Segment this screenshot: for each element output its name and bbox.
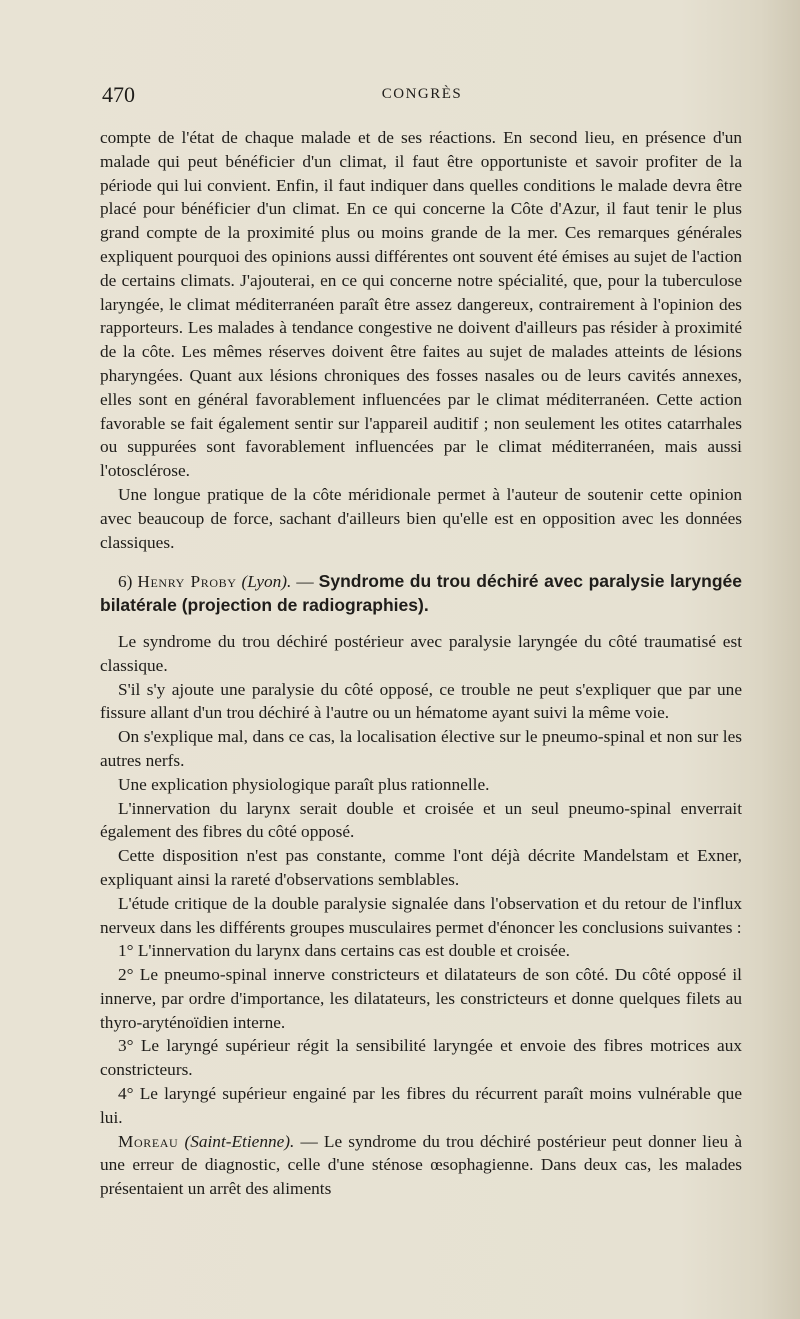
section-dash: — [291, 572, 319, 592]
paragraph: Le syndrome du trou déchiré postérieur avec paralysie laryngée du côté traumatisé est classique. [100, 631, 742, 675]
moreau-text: — Le syndrome du trou déchiré postérieur peut donner lieu à une erreur de diagnostic, celle d'une sténose œsophagienne. Dans deux cas, les malades présentaient un arrêt des aliments [100, 1131, 743, 1199]
paragraph-continued: compte de l'état de chaque malade et de ses réactions. En second lieu, en présence d'un malade qui peut bénéficier d'un climat, il faut être opportuniste et savoir profiter de la période qui lui convient. Enfin, il faut indiquer dans quelles conditions le malade devra être placé pour bénéficier d'un climat. En ce qui concerne la Côte d'Azur, il faut tenir le plus grand compte de la proximité plus ou moins grande de la mer. Ces remarques générales expliquent pourquoi des opinions aussi différentes ont souvent été émises au sujet de l'action de certains climats. J'ajouterai, en ce qui concerne notre spécialité, que, pour la tuberculose laryngée, le climat méditerranéen paraît être assez dangereux, contrairement à l'opinion des rapporteurs. Les malades à tendance congestive ne doivent d'ailleurs pas résider à proximité de la côte. Les mêmes réserves doivent être faites au sujet de malades atteints de lésions pharyngées. Quant aux lésions chroniques des fosses nasales ou de leurs cavités annexes, elles sont en général favorablement influencées par le climat méditerranéen. Cette action favorable se fait également sentir sur l'appareil auditif ; non seulement les otites catarrhales ou suppurées sont favorablement influencées par le climat méditerranéen, mais aussi l'otosclérose. [100, 128, 742, 481]
conclusion-item: 4° Le laryngé supérieur engainé par les fibres du récurrent paraît moins vulnérable que lui. [100, 1084, 742, 1127]
section-title: Syndrome du trou déchiré avec paralysie laryngée bilatérale (projection de radiographies). [100, 571, 742, 616]
section-heading [100, 570, 742, 618]
conclusion-item: 2° Le pneumo-spinal innerve constricteurs et dilatateurs de son côté. Du côté opposé il innerve, par ordre d'importance, les dilatateurs, les constricteurs et donne quelques filets au thyro-aryténoïdien interne. [100, 965, 742, 1032]
moreau-city: (Saint-Etienne). [184, 1131, 295, 1151]
conclusion-item: 1° L'innervation du larynx dans certains cas est double et croisée. [118, 941, 570, 961]
paragraph: L'étude critique de la double paralysie signalée dans l'observation et du retour de l'influx nerveux dans les différents groupes musculaires permet d'énoncer les conclusions suivantes : [100, 893, 742, 937]
conclusion-item: 3° Le laryngé supérieur régit la sensibilité laryngée et envoie des fibres motrices aux constricteurs. [100, 1036, 742, 1080]
moreau-author: Moreau [118, 1131, 179, 1151]
running-title: CONGRÈS [381, 86, 463, 102]
text-body [100, 126, 742, 1201]
paragraph: On s'explique mal, dans ce cas, la localisation élective sur le pneumo-spinal et non sur les autres nerfs. [100, 727, 742, 770]
paragraph: L'innervation du larynx serait double et croisée et un seul pneumo-spinal enverrait également des fibres du côté opposé. [100, 798, 742, 842]
section-author: Henry Proby [137, 572, 237, 592]
section-city: (Lyon). [241, 572, 292, 592]
page-number: 470 [102, 82, 135, 107]
paragraph: Cette disposition n'est pas constante, comme l'ont déjà décrite Mandelstam et Exner, expliquant ainsi la rareté d'observations semblables. [100, 846, 742, 889]
paragraph-moreau [100, 1130, 742, 1201]
paragraph: Une explication physiologique paraît plus rationnelle. [118, 774, 490, 794]
paragraph: Une longue pratique de la côte méridionale permet à l'auteur de soutenir cette opinion avec beaucoup de force, sachant d'ailleurs bien qu'elle est en opposition avec les données classiques. [100, 484, 742, 552]
section-number: 6) [118, 572, 133, 592]
running-head [102, 82, 742, 112]
paragraph: S'il s'y ajoute une paralysie du côté opposé, ce trouble ne peut s'expliquer que par une fissure allant d'un trou déchiré à l'autre ou un hématome ayant suivi la même voie. [100, 679, 742, 723]
